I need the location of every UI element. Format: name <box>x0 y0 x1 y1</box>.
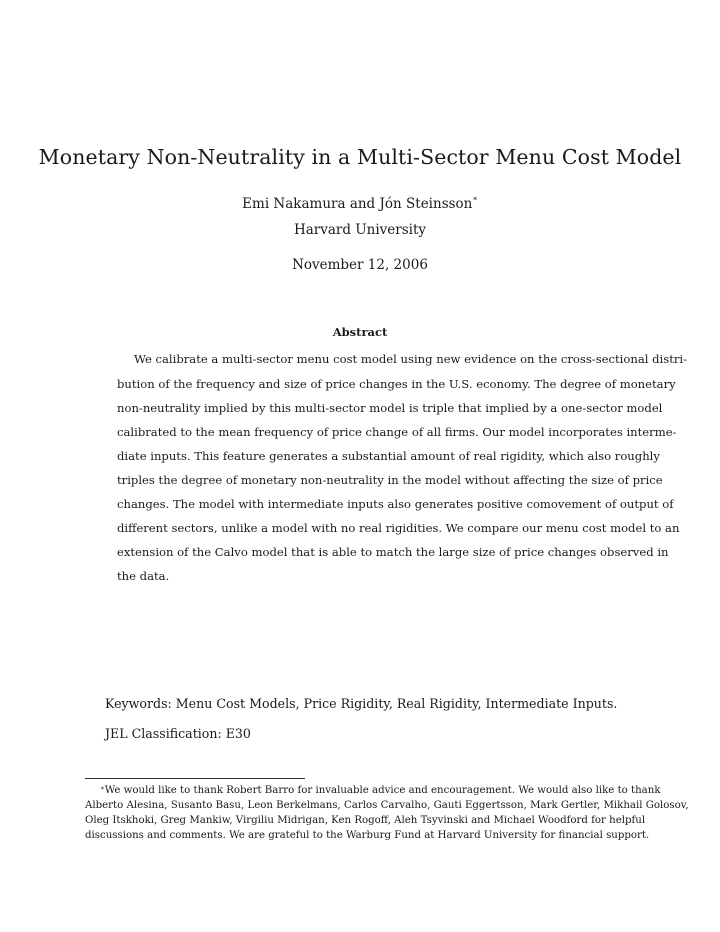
abstract-line: bution of the frequency and size of price changes in the U.S. economy. The degree of monetary <box>117 377 676 391</box>
paper-date: November 12, 2006 <box>292 257 428 273</box>
keywords: Keywords: Menu Cost Models, Price Rigidity, Real Rigidity, Intermediate Inputs. <box>105 696 618 711</box>
footnote-text: We would like to thank Robert Barro for invaluable advice and encouragement. We would also like to thank <box>104 785 661 796</box>
footnote-divider <box>85 778 305 779</box>
abstract-line: calibrated to the mean frequency of price change of all firms. Our model incorporates interme- <box>117 425 677 439</box>
abstract-line: diate inputs. This feature generates a substantial amount of real rigidity, which also roughly <box>117 449 660 463</box>
abstract-line: extension of the Calvo model that is able to match the large size of price changes observed in <box>117 545 669 559</box>
authors: Emi Nakamura and Jón Steinsson <box>242 196 473 212</box>
author-line <box>0 196 720 212</box>
abstract-line: different sectors, unlike a model with no real rigidities. We compare our menu cost model to an <box>117 521 680 535</box>
jel-classification: JEL Classification: E30 <box>105 726 251 741</box>
abstract-line: triples the degree of monetary non-neutrality in the model without affecting the size of price <box>117 473 663 487</box>
footnote-marker: ∗ <box>472 194 478 203</box>
abstract-heading: Abstract <box>332 325 388 339</box>
paper-title: Monetary Non-Neutrality in a Multi-Sector Menu Cost Model <box>38 145 682 169</box>
footnote-line: discussions and comments. We are grateful to the Warburg Fund at Harvard University for financial support. <box>85 830 650 841</box>
abstract-line: the data. <box>117 569 170 583</box>
affiliation: Harvard University <box>293 222 427 238</box>
footnote-line: Alberto Alesina, Susanto Basu, Leon Berkelmans, Carlos Carvalho, Gauti Eggertsson, Mark Gertler, Mikhail Golosov, <box>85 800 689 811</box>
abstract-line: We calibrate a multi-sector menu cost model using new evidence on the cross-sectional distri- <box>134 352 688 366</box>
footnote-marker: ∗ <box>100 784 105 792</box>
abstract-line: changes. The model with intermediate inputs also generates positive comovement of output of <box>117 497 674 511</box>
footnote-line <box>100 784 661 797</box>
abstract-line: non-neutrality implied by this multi-sector model is triple that implied by a one-sector model <box>117 401 663 415</box>
footnote-line: Oleg Itskhoki, Greg Mankiw, Virgiliu Midrigan, Ken Rogoff, Aleh Tsyvinski and Michael Woodford for helpful <box>85 815 646 826</box>
